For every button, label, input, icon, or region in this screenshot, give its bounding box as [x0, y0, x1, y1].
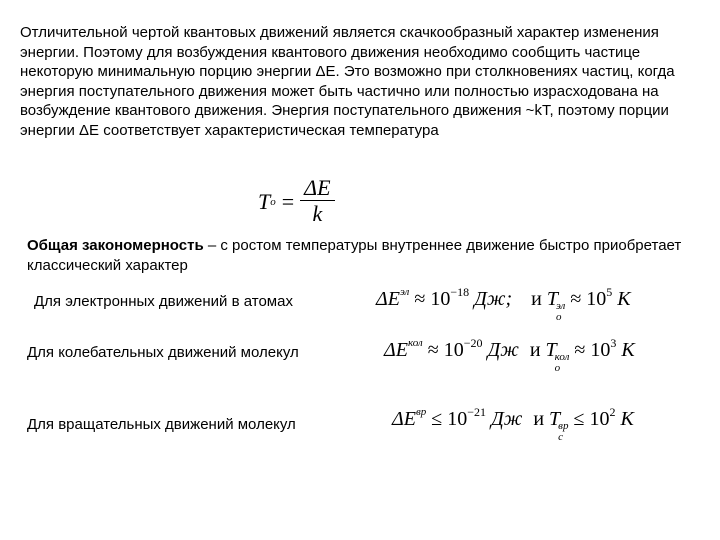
formula-lhs-subscript: o — [270, 195, 276, 208]
temperature-indices — [555, 352, 570, 374]
temperature-unit: K — [620, 408, 634, 430]
formula-numerator: ΔE — [300, 176, 334, 201]
power-base: 10 — [447, 408, 468, 430]
temperature-base: 10 — [589, 408, 610, 430]
temperature-subscript: c — [558, 431, 564, 443]
temperature-superscript: эл — [555, 300, 566, 312]
temperature-exponent: 5 — [606, 285, 613, 299]
energy-unit: Дж — [487, 339, 519, 361]
general-rule — [27, 236, 707, 276]
conjunction: и — [531, 288, 542, 310]
relation-sign: ≈ — [427, 339, 439, 361]
formula-denominator: k — [312, 201, 323, 226]
relation-sign: ≈ — [570, 288, 582, 310]
relation-sign: ≤ — [431, 408, 443, 430]
delta-e: ΔE — [384, 339, 408, 361]
formula-equals: = — [281, 188, 295, 214]
delta-e-superscript: вр — [415, 406, 427, 418]
relation-sign: ≤ — [573, 408, 585, 430]
row-rotational-label: Для вращательных движений молекул — [27, 416, 296, 433]
temperature-subscript: o — [554, 362, 561, 374]
delta-e: ΔE — [376, 288, 400, 310]
energy-unit: Дж; — [474, 288, 513, 310]
temperature-symbol: T — [545, 339, 557, 361]
conjunction: и — [529, 339, 541, 361]
temperature-base: 10 — [590, 339, 611, 361]
row-vibrational-formula — [384, 336, 635, 374]
energy-unit: Дж — [491, 408, 523, 430]
relation-sign: ≈ — [414, 288, 426, 310]
temperature-superscript: вр — [558, 420, 569, 432]
temperature-symbol: T — [549, 408, 561, 430]
temperature-exponent: 2 — [609, 405, 616, 419]
temperature-unit: K — [617, 288, 631, 310]
power-base: 10 — [443, 339, 464, 361]
row-rotational-formula — [392, 405, 634, 443]
delta-e-superscript: кол — [407, 337, 423, 349]
temperature-exponent: 3 — [610, 336, 617, 350]
power-exponent: −20 — [463, 336, 483, 350]
row-electronic-formula — [376, 285, 631, 323]
characteristic-temperature-formula — [258, 176, 335, 227]
power-exponent: −21 — [467, 405, 487, 419]
formula-fraction — [300, 176, 334, 227]
general-rule-bold: Общая закономерность — [27, 237, 204, 254]
conjunction: и — [533, 408, 545, 430]
temperature-symbol: T — [546, 288, 558, 310]
power-base: 10 — [430, 288, 451, 310]
row-vibrational-label: Для колебательных движений молекул — [27, 344, 299, 361]
intro-paragraph: Отличительной чертой квантовых движений является скачкообразный характер изменения энергии. Поэтому для возбуждения квантового движения необходимо сообщить частице некоторую минимальную порцию энергии ΔЕ. Это возможно при столкновениях частиц, когда энергия поступательного движения может быть частично или полностью израсходована на возбуждение квантового движения. Энергия поступательного движения ~kT, поэтому порции энергии ΔЕ соответствует характеристическая температура — [20, 24, 675, 139]
temperature-indices — [558, 421, 568, 443]
power-exponent: −18 — [450, 285, 470, 299]
delta-e: ΔE — [392, 408, 416, 430]
temperature-superscript: кол — [554, 351, 570, 363]
general-rule-text: – с ростом температуры внутреннее движение быстро приобретает классический характер — [27, 237, 682, 274]
formula-lhs: T — [258, 188, 271, 214]
temperature-unit: K — [621, 339, 635, 361]
relation-sign: ≈ — [574, 339, 586, 361]
delta-e-superscript: эл — [399, 286, 410, 298]
temperature-subscript: o — [555, 311, 562, 323]
temperature-base: 10 — [586, 288, 607, 310]
temperature-indices — [556, 301, 565, 323]
row-electronic-label: Для электронных движений в атомах — [34, 293, 293, 310]
